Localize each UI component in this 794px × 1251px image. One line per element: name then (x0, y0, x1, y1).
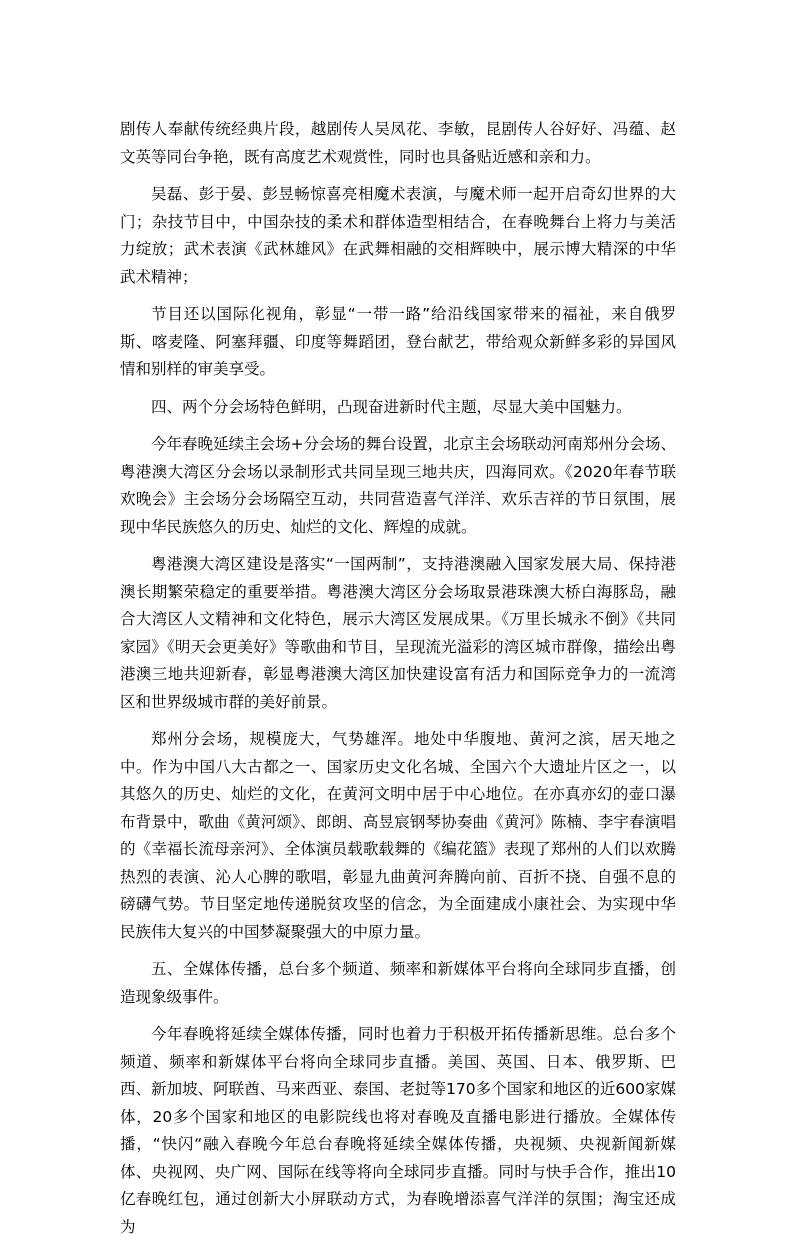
paragraph-branch-venues: 今年春晚延续主会场+分会场的舞台设置，北京主会场联动河南郑州分会场、粤港澳大湾区分会场以录制形式共同呈现三地共庆，四海同欢。《2020年春节联欢晚会》主会场分会场隔空互动，共同营造喜气洋洋、欢乐吉祥的节日氛围，展现中华民族悠久的历史、灿烂的文化、辉煌的成就。 (120, 435, 676, 536)
paragraph-greater-bay-area: 粤港澳大湾区建设是落实“一国两制”，支持港澳融入国家发展大局、保持港澳长期繁荣稳定的重要举措。粤港澳大湾区分会场取景港珠澳大桥白海豚岛，融合大湾区人文精神和文化特色，展示大湾区发展成果。《万里长城永不倒》《共同家园》《明天会更美好》等歌曲和节目，呈现流光溢彩的湾区城市群像，描绘出粤港澳三地共迎新春，彰显粤港澳大湾区加快建设富有活力和国际竞争力的一流湾区和世界级城市群的美好前景。 (120, 555, 676, 711)
section-heading-four: 四、两个分会场特色鲜明，凸现奋进新时代主题，尽显大美中国魅力。 (151, 397, 632, 416)
paragraph-opera-continuation: 剧传人奉献传统经典片段，越剧传人吴凤花、李敏，昆剧传人谷好好、冯蕴、赵文英等同台争艳，既有高度艺术观赏性，同时也具备贴近感和亲和力。 (120, 120, 676, 166)
section-heading-five: 五、全媒体传播，总台多个频道、频率和新媒体平台将向全球同步直播，创造现象级事件。 (120, 960, 676, 1006)
paragraph-zhengzhou-venue: 郑州分会场，规模庞大，气势雄浑。地处中华腹地、黄河之滨，居天地之中。作为中国八大古都之一、国家历史文化名城、全国六个大遗址片区之一，以其悠久的历史、灿烂的文化，在黄河文明中居于中心地位。在亦真亦幻的壶口瀑布背景中，歌曲《黄河颂》、郎朗、高昱宸钢琴协奏曲《黄河》陈楠、李宇春演唱的《幸福长流母亲河》、全体演员载歌载舞的《编花篮》表现了郑州的人们以欢腾热烈的表演、沁人心脾的歌唱，彰显九曲黄河奔腾向前、百折不挠、自强不息的磅礴气势。节目坚定地传递脱贫攻坚的信念，为全面建成小康社会、为实现中华民族伟大复兴的中国梦凝聚强大的中原力量。 (120, 730, 676, 941)
paragraph-belt-and-road: 节目还以国际化视角，彰显“一带一路”给沿线国家带来的福祉，来自俄罗斯、喀麦隆、阿塞拜疆、印度等舞蹈团，登台献艺，带给观众新鲜多彩的异国风情和别样的审美享受。 (120, 305, 676, 378)
document-page (120, 116, 676, 1251)
paragraph-magic-acrobatics: 吴磊、彭于晏、彭昱畅惊喜亮相魔术表演，与魔术师一起开启奇幻世界的大门；杂技节目中，中国杂技的柔术和群体造型相结合，在春晚舞台上将力与美活力绽放；武术表演《武林雄风》在武舞相融的交相辉映中，展示博大精深的中华武术精神； (120, 185, 676, 286)
paragraph-all-media: 今年春晚将延续全媒体传播，同时也着力于积极开拓传播新思维。总台多个频道、频率和新媒体平台将向全球同步直播。美国、英国、日本、俄罗斯、巴西、新加坡、阿联酋、马来西亚、泰国、老挝等170多个国家和地区的近600家媒体，20多个国家和地区的电影院线也将对春晚及直播电影进行播放。全媒体传播，“快闪“融入春晚今年总台春晚将延续全媒体传播，央视频、央视新闻新媒体、央视网、央广网、国际在线等将向全球同步直播。同时与快手合作，推出10亿春晚红包，通过创新大小屏联动方式，为春晚增添喜气洋洋的氛围；淘宝还成为 (120, 1025, 676, 1236)
